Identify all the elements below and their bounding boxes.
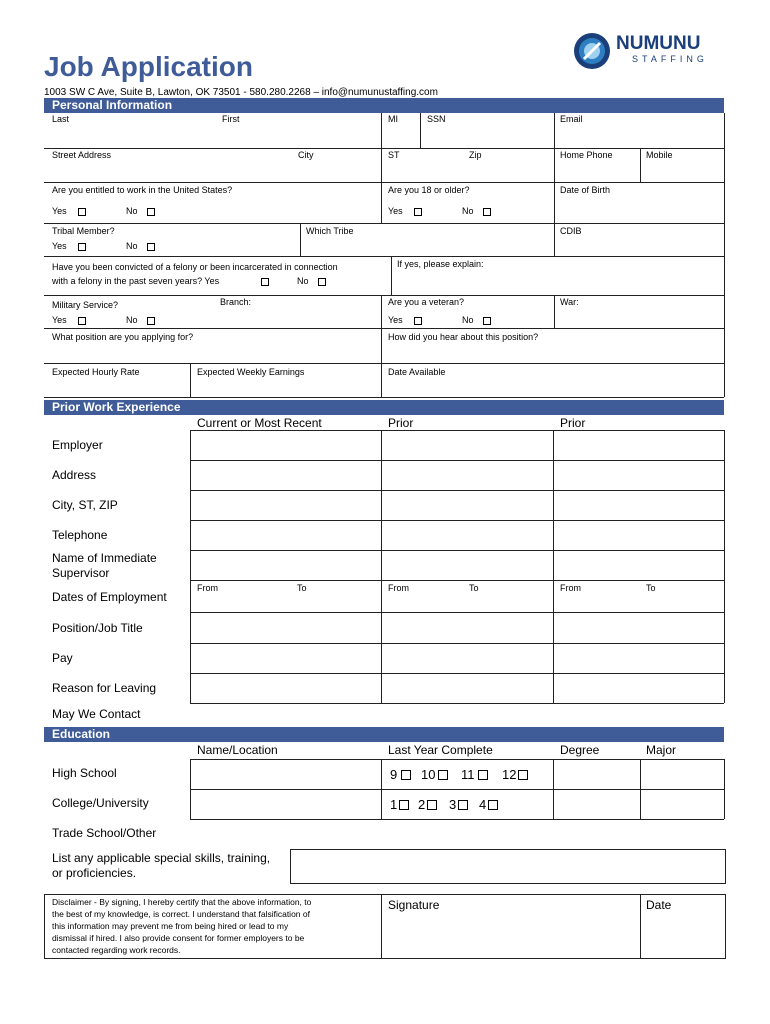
col-last-year: Last Year Complete <box>388 743 493 757</box>
college-year-4: 4 <box>479 797 487 812</box>
label-dob: Date of Birth <box>560 185 611 195</box>
college-year-4-checkbox[interactable] <box>488 800 498 810</box>
veteran-no-label: No <box>462 315 474 325</box>
grade-9-checkbox[interactable] <box>401 770 411 780</box>
label-felony-line2: with a felony in the past seven years? Yes <box>52 276 220 286</box>
grade-10-checkbox[interactable] <box>438 770 448 780</box>
felony-no-checkbox[interactable] <box>318 278 326 286</box>
felony-no-label: No <box>297 276 309 286</box>
skills-field[interactable] <box>290 849 726 884</box>
entitled-yes-label: Yes <box>52 206 67 216</box>
grade-12: 12 <box>502 767 517 782</box>
row-pay: Pay <box>52 651 73 665</box>
tribal-no-checkbox[interactable] <box>147 243 155 251</box>
row-dates: Dates of Employment <box>52 590 167 604</box>
military-no-checkbox[interactable] <box>147 317 155 325</box>
college-year-2: 2 <box>418 797 426 812</box>
section-heading: Prior Work Experience <box>52 400 181 414</box>
logo-wordmark: NUMUNU <box>616 33 701 54</box>
age18-no-label: No <box>462 206 474 216</box>
row-contact: May We Contact <box>52 707 141 721</box>
military-yes-checkbox[interactable] <box>78 317 86 325</box>
row-address: Address <box>52 468 97 482</box>
label-tribal: Tribal Member? <box>52 226 115 236</box>
disclaimer-line-3: this information may prevent me from being hired or lead to my <box>52 921 289 931</box>
entitled-no-checkbox[interactable] <box>147 208 155 216</box>
label-home-phone: Home Phone <box>560 150 613 160</box>
college-year-3: 3 <box>449 797 457 812</box>
company-logo <box>572 31 722 71</box>
logo-subtitle: STAFFING <box>632 54 708 64</box>
label-explain: If yes, please explain: <box>397 259 484 269</box>
age18-yes-checkbox[interactable] <box>414 208 422 216</box>
from-1: From <box>197 583 218 593</box>
label-cdib: CDIB <box>560 226 582 236</box>
section-education <box>44 727 724 742</box>
section-heading: Education <box>52 727 111 741</box>
row-supervisor-2: Supervisor <box>52 566 110 580</box>
college-year-2-checkbox[interactable] <box>427 800 437 810</box>
col-major: Major <box>646 743 677 757</box>
label-first: First <box>222 114 240 124</box>
age18-yes-label: Yes <box>388 206 403 216</box>
label-position: What position are you applying for? <box>52 332 194 342</box>
from-3: From <box>560 583 581 593</box>
label-trade: Trade School/Other <box>52 826 157 840</box>
disclaimer-line-2: the best of my knowledge, is correct. I understand that falsification of <box>52 909 310 919</box>
row-reason: Reason for Leaving <box>52 681 157 695</box>
label-zip: Zip <box>469 150 482 160</box>
tribal-no-label: No <box>126 241 138 251</box>
disclaimer-box <box>44 894 382 959</box>
tribal-yes-label: Yes <box>52 241 67 251</box>
entitled-no-label: No <box>126 206 138 216</box>
col-current: Current or Most Recent <box>197 416 322 430</box>
label-city: City <box>298 150 314 160</box>
page-title: Job Application <box>44 51 253 82</box>
company-address: 1003 SW C Ave, Suite B, Lawton, OK 73501 - 580.280.2268 – info@numunustaffing.com <box>44 87 438 98</box>
label-skills-1: List any applicable special skills, training, <box>52 851 271 865</box>
grade-12-checkbox[interactable] <box>518 770 528 780</box>
to-3: To <box>646 583 656 593</box>
col-name-location: Name/Location <box>197 743 278 757</box>
veteran-yes-checkbox[interactable] <box>414 317 422 325</box>
section-personal-information <box>44 98 724 113</box>
tribal-yes-checkbox[interactable] <box>78 243 86 251</box>
grade-9: 9 <box>390 767 398 782</box>
row-employer: Employer <box>52 438 103 452</box>
to-2: To <box>469 583 479 593</box>
col-degree: Degree <box>560 743 600 757</box>
label-military: Military Service? <box>52 300 119 310</box>
label-email: Email <box>560 114 583 124</box>
veteran-no-checkbox[interactable] <box>483 317 491 325</box>
row-telephone: Telephone <box>52 528 108 542</box>
to-1: To <box>297 583 307 593</box>
label-college: College/University <box>52 796 149 810</box>
label-war: War: <box>560 297 579 307</box>
label-high-school: High School <box>52 766 117 780</box>
row-supervisor-1: Name of Immediate <box>52 551 157 565</box>
college-year-1-checkbox[interactable] <box>399 800 409 810</box>
disclaimer-line-4: dismissal if hired. I also provide consent for former employers to be <box>52 933 305 943</box>
entitled-yes-checkbox[interactable] <box>78 208 86 216</box>
label-signature: Signature <box>388 898 440 912</box>
grade-11: 11 <box>461 767 475 782</box>
label-age18: Are you 18 or older? <box>388 185 470 195</box>
label-mi: MI <box>388 114 398 124</box>
label-which-tribe: Which Tribe <box>306 226 354 236</box>
label-weekly: Expected Weekly Earnings <box>197 367 305 377</box>
military-yes-label: Yes <box>52 315 67 325</box>
disclaimer-line-1: Disclaimer - By signing, I hereby certify that the above information, to <box>52 897 312 907</box>
age18-no-checkbox[interactable] <box>483 208 491 216</box>
label-mobile: Mobile <box>646 150 673 160</box>
logo-globe-icon <box>572 31 612 71</box>
label-street: Street Address <box>52 150 112 160</box>
label-felony-line1: Have you been convicted of a felony or been incarcerated in connection <box>52 262 338 272</box>
label-skills-2: or proficiencies. <box>52 866 137 880</box>
label-entitled: Are you entitled to work in the United States? <box>52 185 233 195</box>
label-hear: How did you hear about this position? <box>388 332 539 342</box>
row-position: Position/Job Title <box>52 621 143 635</box>
col-prior-2: Prior <box>560 416 586 430</box>
disclaimer-line-5: contacted regarding work records. <box>52 945 181 955</box>
college-year-3-checkbox[interactable] <box>458 800 468 810</box>
label-ssn: SSN <box>427 114 446 124</box>
col-prior-1: Prior <box>388 416 414 430</box>
label-hourly: Expected Hourly Rate <box>52 367 140 377</box>
section-work-experience <box>44 400 724 415</box>
felony-yes-checkbox[interactable] <box>261 278 269 286</box>
college-year-1: 1 <box>390 797 398 812</box>
military-no-label: No <box>126 315 138 325</box>
veteran-yes-label: Yes <box>388 315 403 325</box>
grade-10: 10 <box>421 767 436 782</box>
grade-11-checkbox[interactable] <box>478 770 488 780</box>
section-heading: Personal Information <box>52 98 173 112</box>
label-veteran: Are you a veteran? <box>388 297 465 307</box>
row-city-st-zip: City, ST, ZIP <box>52 498 118 512</box>
label-st: ST <box>388 150 400 160</box>
label-branch: Branch: <box>220 297 252 307</box>
from-2: From <box>388 583 409 593</box>
label-last: Last <box>52 114 70 124</box>
label-available: Date Available <box>388 367 446 377</box>
label-date: Date <box>646 898 672 912</box>
